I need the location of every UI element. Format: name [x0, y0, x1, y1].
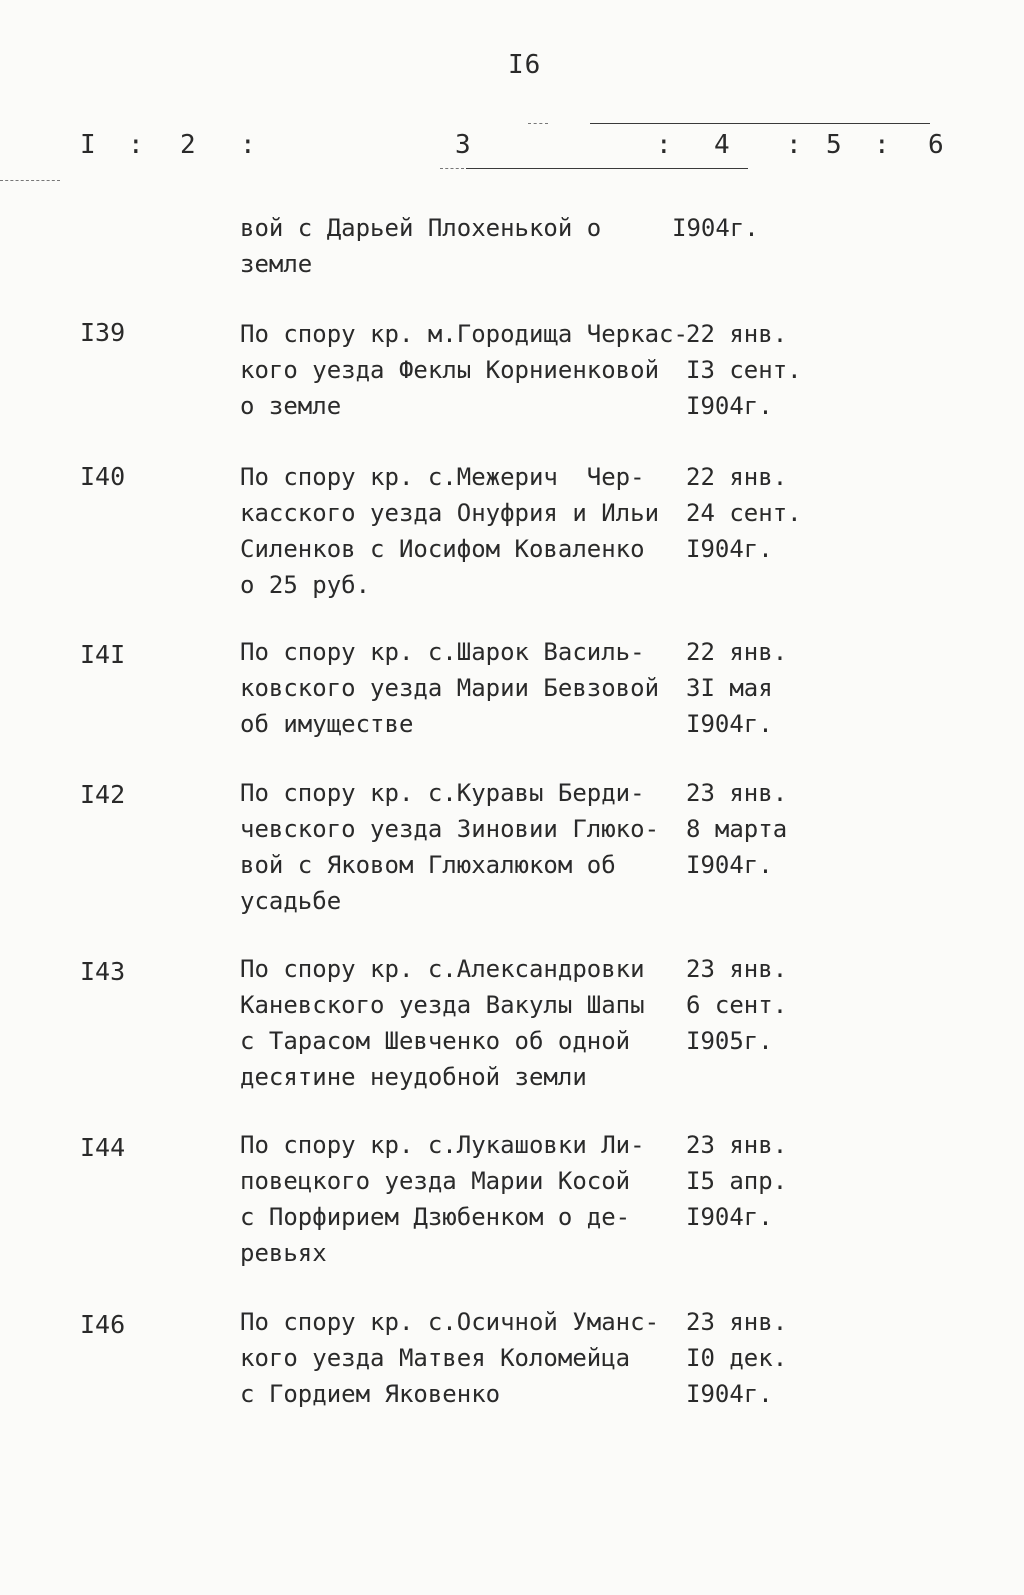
continuation-description [240, 210, 680, 282]
continuation-dates [672, 210, 759, 246]
entry-description [240, 634, 680, 742]
date-line: I5 апр. [686, 1167, 788, 1195]
date-line: 23 янв. [686, 779, 788, 807]
date-line: I904г. [686, 710, 773, 738]
date-line: 23 янв. [686, 955, 788, 983]
desc-line: вой с Яковом Глюхалюком об [240, 851, 616, 879]
entry-dates [686, 459, 802, 567]
header-rule-top [590, 123, 930, 124]
entry-number: I46 [80, 1310, 126, 1339]
desc-line: чевского уезда Зиновии Глюко- [240, 815, 660, 843]
column-header-3: 3 [455, 130, 471, 160]
desc-line: касского уезда Онуфрия и Ильи [240, 499, 660, 527]
date-line: 22 янв. [686, 463, 788, 491]
column-separator: : [874, 130, 890, 160]
entry-description [240, 459, 680, 603]
desc-line: об имуществе [240, 710, 414, 738]
date-line: I3 сент. [686, 356, 802, 384]
column-separator: : [786, 130, 802, 160]
desc-line: с Гордием Яковенко [240, 1380, 501, 1408]
column-separator: : [240, 130, 256, 160]
desc-line: с Тарасом Шевченко об одной [240, 1027, 631, 1055]
entry-description [240, 1304, 680, 1412]
desc-line: повецкого уезда Марии Косой [240, 1167, 631, 1195]
date-line: I904г. [686, 535, 773, 563]
column-header-4: 4 [714, 130, 730, 160]
desc-line: По спору кр. с.Лукашовки Ли- [240, 1131, 645, 1159]
date-line: 23 янв. [686, 1131, 788, 1159]
column-header-2: 2 [180, 130, 196, 160]
entry-description [240, 316, 688, 424]
column-header-6: 6 [928, 130, 944, 160]
date-line: 3I мая [686, 674, 773, 702]
entry-number: I39 [80, 318, 126, 347]
desc-line: По спору кр. с.Осичной Уманс- [240, 1308, 660, 1336]
entry-dates [686, 1304, 787, 1412]
desc-line: о земле [240, 392, 342, 420]
desc-line: усадьбе [240, 887, 342, 915]
date-line: I904г. [686, 1380, 773, 1408]
desc-line: о 25 руб. [240, 571, 371, 599]
desc-line: десятине неудобной земли [240, 1063, 587, 1091]
column-separator: : [128, 130, 144, 160]
desc-line: Каневского уезда Вакулы Шапы [240, 991, 645, 1019]
date-line: I0 дек. [686, 1344, 788, 1372]
desc-line: земле [240, 250, 313, 278]
date-line: I904г. [672, 214, 759, 242]
entry-description [240, 775, 680, 919]
date-line: I904г. [686, 392, 773, 420]
entry-dates [686, 775, 787, 883]
entry-dates [686, 1127, 787, 1235]
column-separator: : [656, 130, 672, 160]
entry-number: I44 [80, 1133, 126, 1162]
column-header-5: 5 [826, 130, 842, 160]
entry-number: I40 [80, 462, 126, 491]
desc-line: По спору кр. с.Межерич Чер- [240, 463, 645, 491]
entry-number: I42 [80, 780, 126, 809]
date-line: 22 янв. [686, 638, 788, 666]
entry-dates [686, 951, 787, 1059]
header-rule-bottom [466, 168, 748, 169]
date-line: I904г. [686, 1203, 773, 1231]
desc-line: По спору кр. с.Куравы Берди- [240, 779, 645, 807]
desc-line: ревьях [240, 1239, 327, 1267]
entry-number: I43 [80, 957, 126, 986]
column-header-1: I [80, 130, 96, 160]
entry-description [240, 951, 680, 1095]
date-line: 22 янв. [686, 320, 788, 348]
desc-line: По спору кр. с.Шарок Василь- [240, 638, 645, 666]
page-number: I6 [508, 50, 542, 80]
date-line: 6 сент. [686, 991, 788, 1019]
desc-line: кого уезда Матвея Коломейца [240, 1344, 631, 1372]
margin-mark [0, 180, 60, 181]
desc-line: По спору кр. м.Городища Черкас- [240, 320, 688, 348]
desc-line: вой с Дарьей Плохенькой о [240, 214, 602, 242]
date-line: 23 янв. [686, 1308, 788, 1336]
entry-dates [686, 634, 787, 742]
entry-description [240, 1127, 680, 1271]
date-line: 24 сент. [686, 499, 802, 527]
entry-dates [686, 316, 802, 424]
desc-line: кого уезда Феклы Корниенковой [240, 356, 660, 384]
header-rule-top-dash [528, 123, 548, 124]
date-line: I905г. [686, 1027, 773, 1055]
header-rule-bottom-dash [440, 168, 464, 169]
desc-line: По спору кр. с.Александровки [240, 955, 645, 983]
desc-line: с Порфирием Дзюбенком о де- [240, 1203, 631, 1231]
desc-line: ковского уезда Марии Бевзовой [240, 674, 660, 702]
date-line: 8 марта [686, 815, 788, 843]
date-line: I904г. [686, 851, 773, 879]
desc-line: Силенков с Иосифом Коваленко [240, 535, 645, 563]
entry-number: I4I [80, 640, 126, 669]
